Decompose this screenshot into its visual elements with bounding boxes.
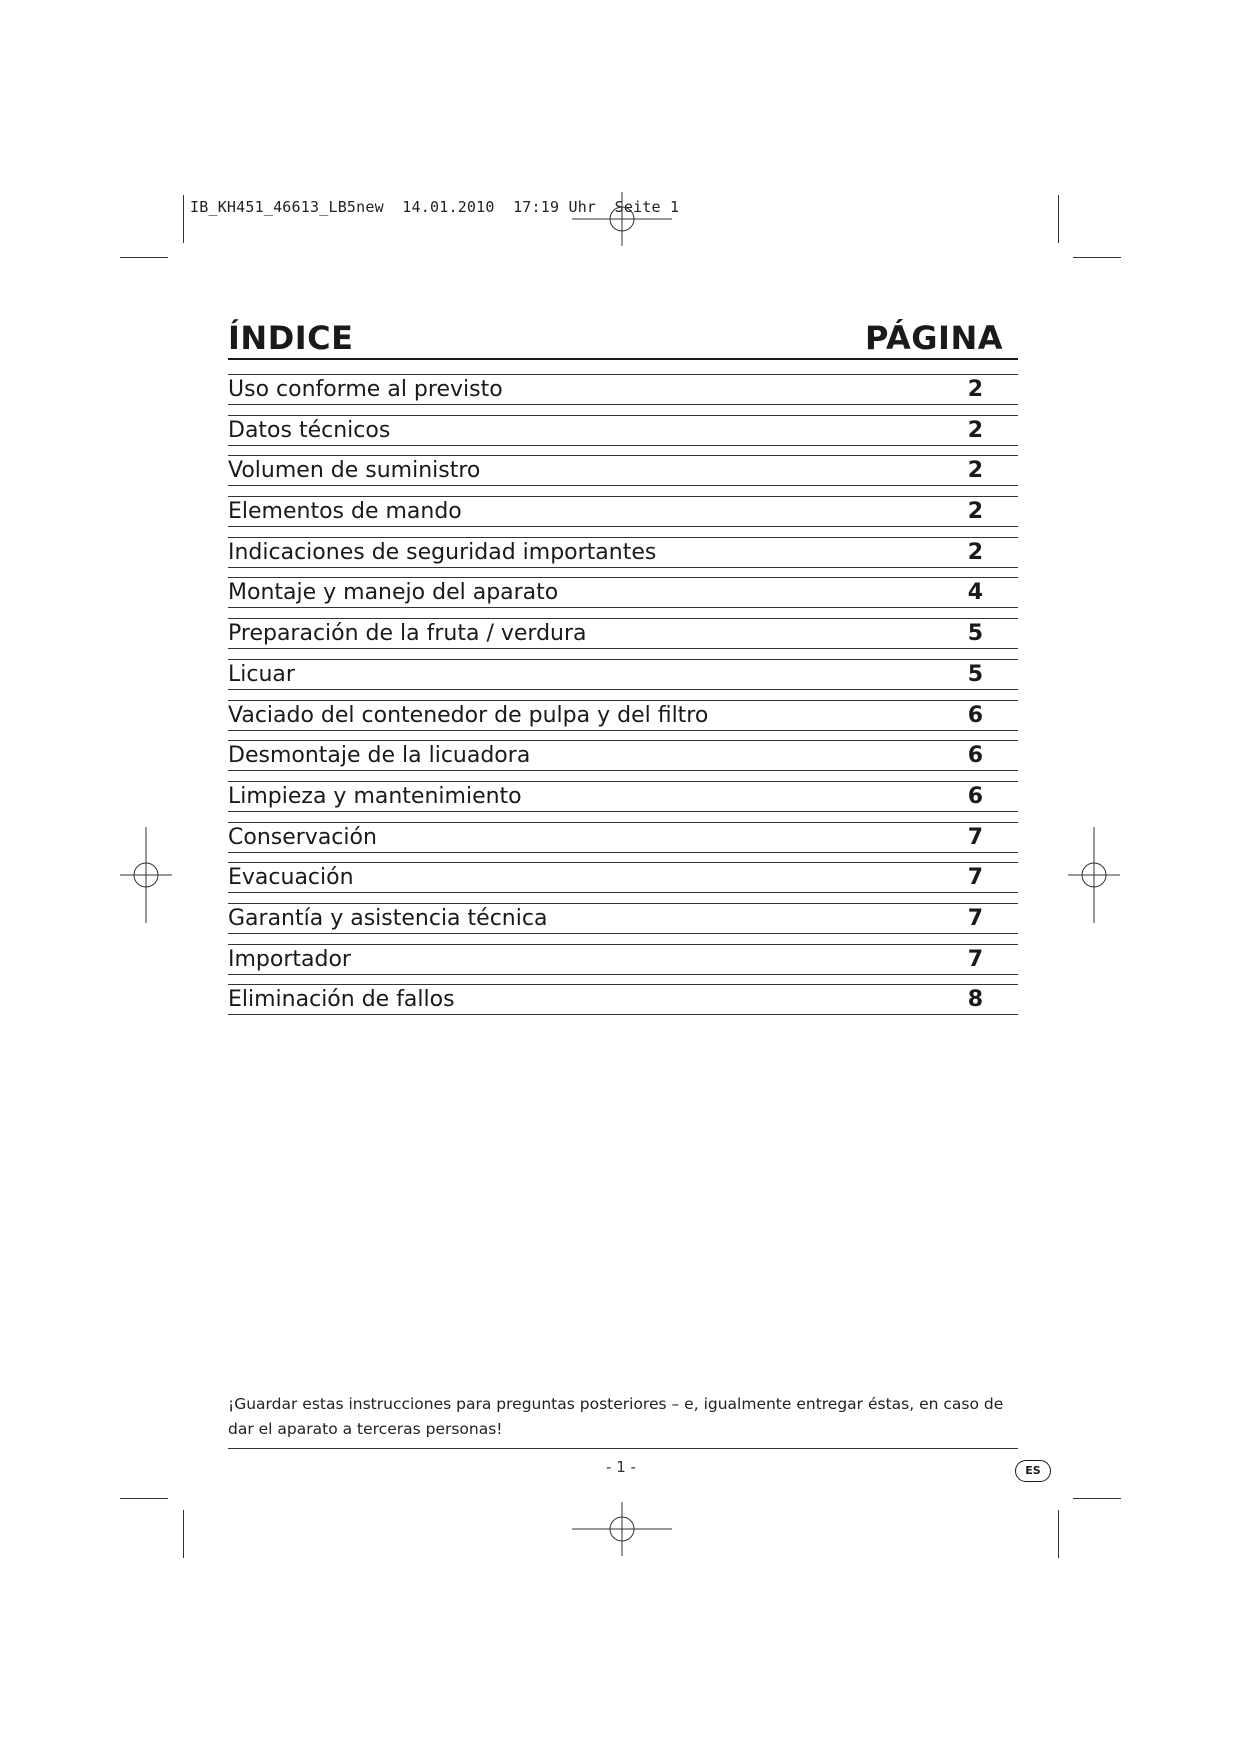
registration-mark-right <box>1066 825 1122 925</box>
toc-entry-page: 7 <box>967 905 983 931</box>
footer-note: ¡Guardar estas instrucciones para preguntas posteriores – e, igualmente entregar éstas, en caso de dar el aparato a terceras personas! <box>228 1395 1004 1438</box>
toc-heading-index: ÍNDICE <box>228 319 354 357</box>
crop-mark <box>1058 1510 1059 1558</box>
toc-entry-page: 4 <box>967 580 983 606</box>
toc-entry-page: 5 <box>967 661 983 687</box>
toc-entry-page: 2 <box>967 377 983 402</box>
toc-entry[interactable] <box>228 862 1018 893</box>
toc-entry[interactable] <box>228 659 1018 690</box>
toc-entry[interactable] <box>228 740 1018 771</box>
crop-mark <box>1058 195 1059 243</box>
crop-mark <box>120 1498 168 1499</box>
toc-entry-title: Preparación de la fruta / verdura <box>228 621 587 647</box>
toc-entry[interactable] <box>228 781 1018 812</box>
toc-entry-title: Importador <box>228 946 351 972</box>
toc-entry-page: 6 <box>967 783 983 809</box>
toc-entry[interactable] <box>228 537 1018 568</box>
registration-mark-bottom <box>570 1500 674 1558</box>
toc-entry-title: Vaciado del contenedor de pulpa y del filtro <box>228 702 709 728</box>
toc-entry-page: 6 <box>967 743 983 769</box>
toc-entry-page: 8 <box>967 987 983 1013</box>
toc-entry-title: Limpieza y mantenimiento <box>228 783 522 809</box>
toc-entry[interactable] <box>228 903 1018 934</box>
toc-entry-title: Desmontaje de la licuadora <box>228 743 531 769</box>
toc-entry-page: 5 <box>967 621 983 647</box>
page-number: - 1 - <box>606 1458 636 1476</box>
crop-mark <box>1073 1498 1121 1499</box>
footer-divider <box>228 1448 1018 1449</box>
toc-entry-page: 2 <box>967 458 983 484</box>
toc-heading-page: PÁGINA <box>865 319 1003 357</box>
toc-entry[interactable] <box>228 577 1018 608</box>
print-slug-line: IB_KH451_46613_LB5new 14.01.2010 17:19 Uhr Seite 1 <box>190 198 680 216</box>
toc-header <box>228 318 1018 360</box>
toc-entry[interactable] <box>228 944 1018 975</box>
crop-mark <box>183 1510 184 1558</box>
toc-entry[interactable] <box>228 984 1018 1015</box>
toc-entry-title: Uso conforme al previsto <box>228 377 503 402</box>
toc-entry-page: 2 <box>967 417 983 443</box>
toc-entry-title: Elementos de mando <box>228 499 462 525</box>
toc-entry-title: Conservación <box>228 824 377 850</box>
crop-mark <box>120 257 168 258</box>
toc-entry[interactable] <box>228 415 1018 446</box>
toc-entry[interactable] <box>228 618 1018 649</box>
toc-entry-title: Montaje y manejo del aparato <box>228 580 559 606</box>
registration-mark-top <box>570 190 674 248</box>
toc-entry[interactable] <box>228 374 1018 405</box>
toc-entry-title: Evacuación <box>228 865 354 891</box>
toc-entry-page: 6 <box>967 702 983 728</box>
toc-entry-page: 7 <box>967 946 983 972</box>
toc-entry-page: 2 <box>967 499 983 525</box>
toc-entry-title: Garantía y asistencia técnica <box>228 905 548 931</box>
toc-entry-title: Eliminación de fallos <box>228 987 455 1013</box>
crop-mark <box>1073 257 1121 258</box>
toc-entry-title: Volumen de suministro <box>228 458 481 484</box>
toc-entry-title: Datos técnicos <box>228 417 391 443</box>
toc-entry[interactable] <box>228 822 1018 853</box>
toc-list <box>228 374 1018 1025</box>
language-badge: ES <box>1015 1460 1051 1482</box>
toc-entry[interactable] <box>228 455 1018 486</box>
toc-entry-page: 7 <box>967 824 983 850</box>
toc-entry-title: Licuar <box>228 661 295 687</box>
toc-entry[interactable] <box>228 496 1018 527</box>
toc-entry-page: 7 <box>967 865 983 891</box>
toc-entry-title: Indicaciones de seguridad importantes <box>228 539 657 565</box>
toc-entry-page: 2 <box>967 539 983 565</box>
crop-mark <box>183 195 184 243</box>
toc-entry[interactable] <box>228 700 1018 731</box>
registration-mark-left <box>118 825 174 925</box>
